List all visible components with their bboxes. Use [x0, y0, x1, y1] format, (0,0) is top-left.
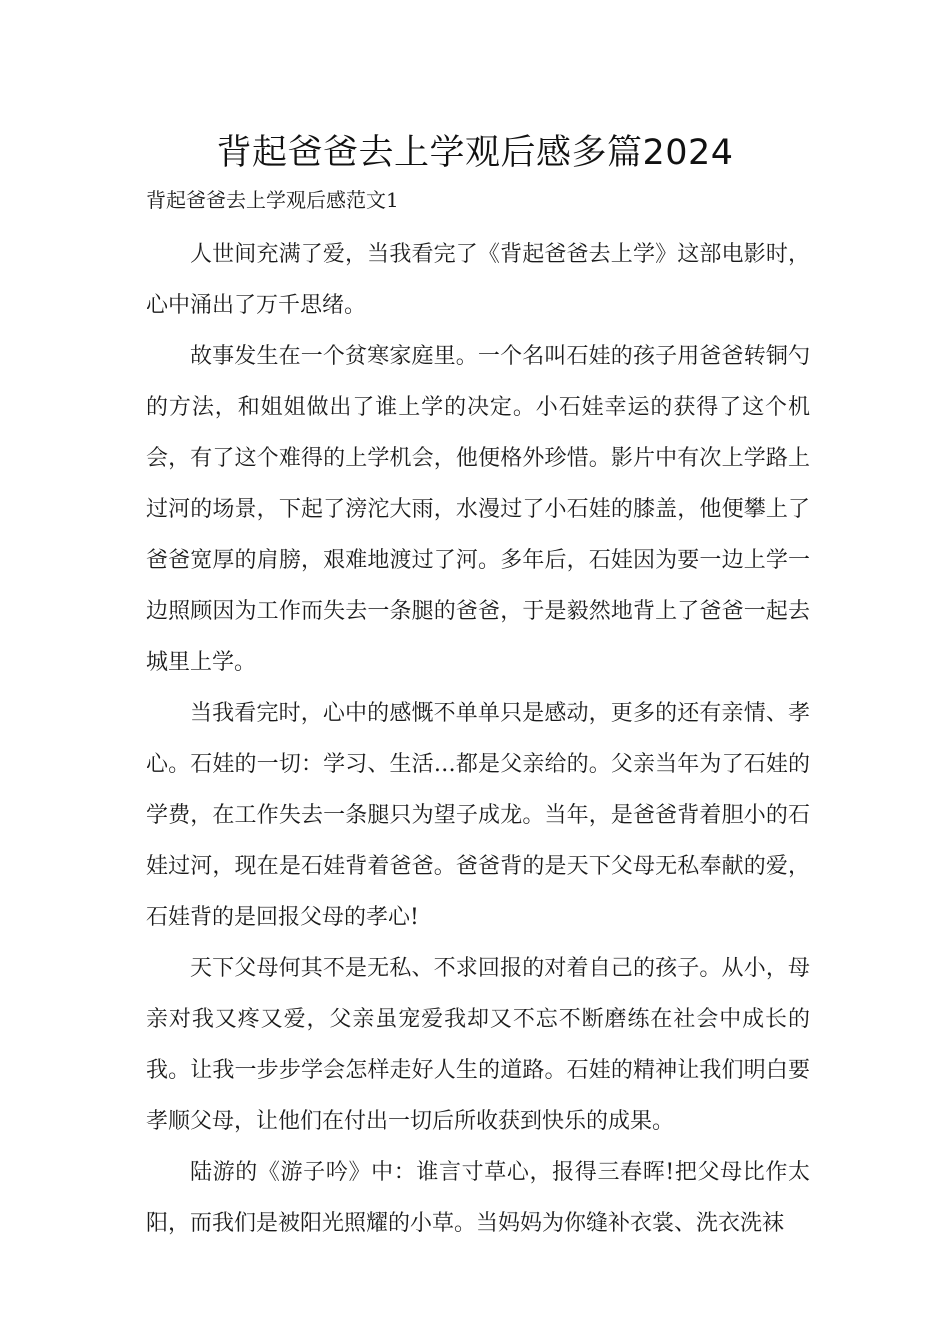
paragraph-5: 陆游的《游子吟》中：谁言寸草心，报得三春晖!把父母比作太阳，而我们是被阳光照耀的小草。当妈妈为你缝补衣裳、洗衣洗袜 [146, 1160, 810, 1236]
document-body [146, 229, 810, 1249]
section-heading: 背起爸爸去上学观后感范文1 [146, 188, 399, 212]
paragraph-1: 人世间充满了爱，当我看完了《背起爸爸去上学》这部电影时，心中涌出了万千思绪。 [146, 242, 810, 318]
paragraph-2: 故事发生在一个贫寒家庭里。一个名叫石娃的孩子用爸爸转铜勺的方法，和姐姐做出了谁上学的决定。小石娃幸运的获得了这个机会，有了这个难得的上学机会，他便格外珍惜。影片中有次上学路上过河的场景，下起了滂沱大雨，水漫过了小石娃的膝盖，他便攀上了爸爸宽厚的肩膀，艰难地渡过了河。多年后，石娃因为要一边上学一边照顾因为工作而失去一条腿的爸爸，于是毅然地背上了爸爸一起去城里上学。 [146, 344, 810, 675]
document-title: 背起爸爸去上学观后感多篇2024 [216, 133, 734, 173]
paragraph-3: 当我看完时，心中的感慨不单单只是感动，更多的还有亲情、孝心。石娃的一切：学习、生活…都是父亲给的。父亲当年为了石娃的学费，在工作失去一条腿只为望子成龙。当年，是爸爸背着胆小的石娃过河，现在是石娃背着爸爸。爸爸背的是天下父母无私奉献的爱，石娃背的是回报父母的孝心! [146, 701, 810, 930]
paragraph-4: 天下父母何其不是无私、不求回报的对着自己的孩子。从小，母亲对我又疼又爱，父亲虽宠爱我却又不忘不断磨练在社会中成长的我。让我一步步学会怎样走好人生的道路。石娃的精神让我们明白要孝顺父母，让他们在付出一切后所收获到快乐的成果。 [146, 956, 810, 1134]
